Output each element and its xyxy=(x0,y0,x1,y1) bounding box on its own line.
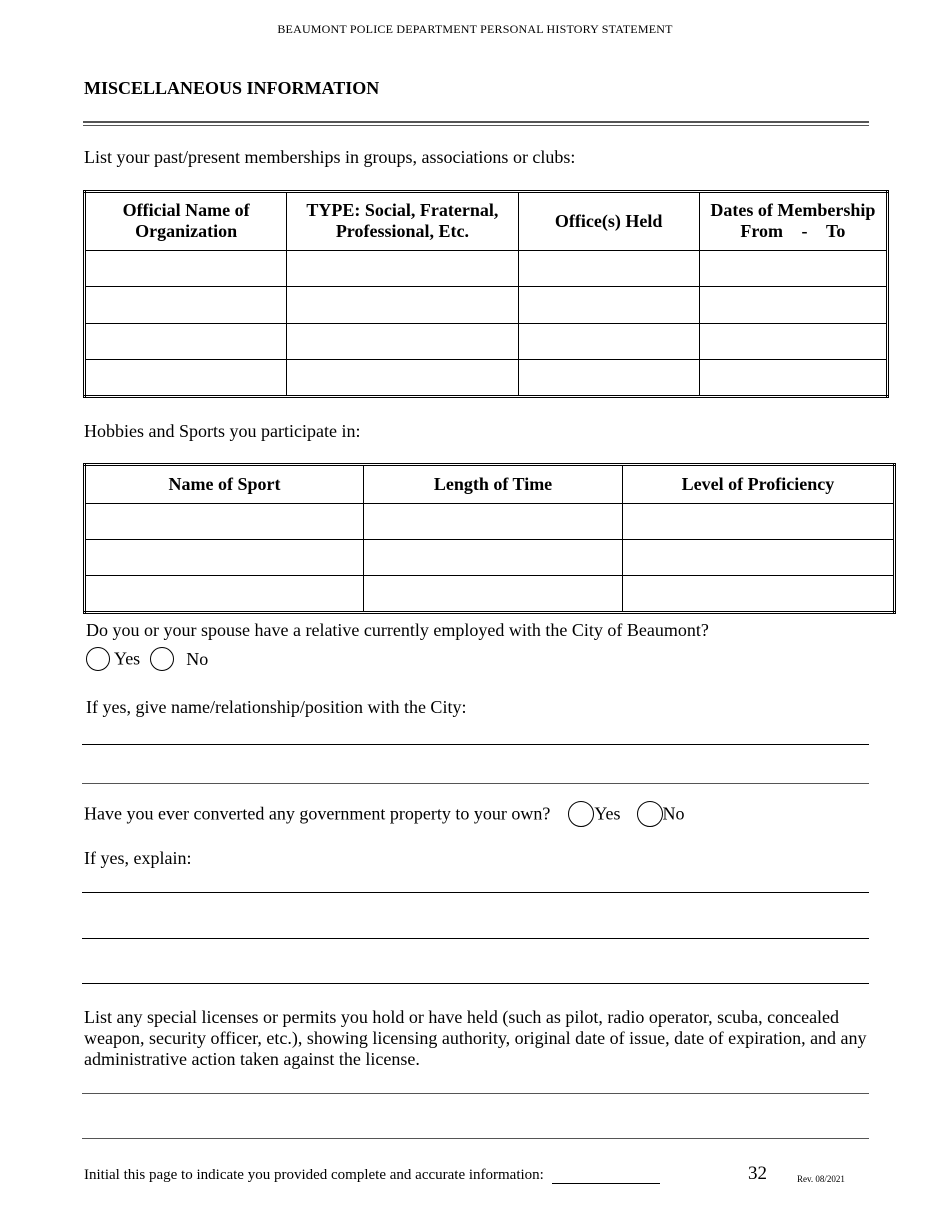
relative-answer-line[interactable] xyxy=(82,744,869,745)
col-header-length: Length of Time xyxy=(364,465,623,504)
org-name-cell[interactable] xyxy=(85,250,287,287)
org-name-cell[interactable] xyxy=(85,360,287,397)
document-header: BEAUMONT POLICE DEPARTMENT PERSONAL HISTORY STATEMENT xyxy=(277,22,673,36)
relative-yes-label: Yes xyxy=(114,648,141,669)
hobbies-table xyxy=(83,463,896,614)
hobbies-prompt: Hobbies and Sports you participate in: xyxy=(84,421,361,441)
office-cell[interactable] xyxy=(518,323,699,360)
memberships-prompt: List your past/present memberships in groups, associations or clubs: xyxy=(84,147,576,167)
memberships-table xyxy=(83,190,889,398)
table-row xyxy=(85,360,888,397)
length-cell[interactable] xyxy=(364,540,623,576)
relative-no-radio[interactable] xyxy=(150,647,174,671)
sport-cell[interactable] xyxy=(85,503,364,539)
table-row xyxy=(85,576,895,613)
level-cell[interactable] xyxy=(622,503,894,539)
table-row xyxy=(85,323,888,360)
dates-cell[interactable] xyxy=(699,360,887,397)
dates-cell[interactable] xyxy=(699,323,887,360)
org-name-cell[interactable] xyxy=(85,287,287,324)
sport-cell[interactable] xyxy=(85,576,364,613)
col-header-org-name: Official Name of Organization xyxy=(85,192,287,251)
level-cell[interactable] xyxy=(622,576,894,613)
page-number: 32 xyxy=(748,1163,767,1184)
org-type-cell[interactable] xyxy=(287,360,518,397)
memberships-header-row xyxy=(85,192,888,251)
relative-answer-line[interactable] xyxy=(82,783,869,784)
level-cell[interactable] xyxy=(622,540,894,576)
office-cell[interactable] xyxy=(518,360,699,397)
property-yes-label: Yes xyxy=(594,803,621,824)
property-no-radio[interactable] xyxy=(637,801,663,827)
initial-row xyxy=(84,1166,660,1184)
licenses-answer-line[interactable] xyxy=(82,1138,869,1139)
dates-cell[interactable] xyxy=(699,250,887,287)
section-title: MISCELLANEOUS INFORMATION xyxy=(84,78,380,98)
table-row xyxy=(85,503,895,539)
property-no-label: No xyxy=(662,803,685,824)
licenses-answer-line[interactable] xyxy=(82,1093,869,1094)
relative-yes-radio[interactable] xyxy=(86,647,110,671)
property-answer-line[interactable] xyxy=(82,938,869,939)
col-header-office: Office(s) Held xyxy=(518,192,699,251)
relative-radio-group xyxy=(86,647,208,673)
length-cell[interactable] xyxy=(364,576,623,613)
col-header-level: Level of Proficiency xyxy=(622,465,894,504)
section-divider xyxy=(83,121,869,126)
revision-date: Rev. 08/2021 xyxy=(797,1174,845,1184)
office-cell[interactable] xyxy=(518,250,699,287)
office-cell[interactable] xyxy=(518,287,699,324)
col-header-dates: Dates of Membership From - To xyxy=(699,192,887,251)
col-header-sport: Name of Sport xyxy=(85,465,364,504)
col-header-type: TYPE: Social, Fraternal, Professional, Etc. xyxy=(287,192,518,251)
property-question: Have you ever converted any government property to your own? xyxy=(84,803,551,824)
property-yes-radio[interactable] xyxy=(568,801,594,827)
sport-cell[interactable] xyxy=(85,540,364,576)
org-type-cell[interactable] xyxy=(287,287,518,324)
relative-followup: If yes, give name/relationship/position with the City: xyxy=(86,697,467,717)
table-row xyxy=(85,250,888,287)
property-answer-line[interactable] xyxy=(82,892,869,893)
licenses-prompt: List any special licenses or permits you hold or have held (such as pilot, radio operator, scuba, concealed weapon, security officer, etc.), showing licensing authority, original date of issue, date of expiration, and any administrative action taken against the license. xyxy=(84,1007,867,1069)
initial-field[interactable] xyxy=(552,1167,660,1184)
org-name-cell[interactable] xyxy=(85,323,287,360)
relative-no-label: No xyxy=(186,648,209,669)
dates-cell[interactable] xyxy=(699,287,887,324)
relative-question: Do you or your spouse have a relative currently employed with the City of Beaumont? xyxy=(86,620,709,640)
length-cell[interactable] xyxy=(364,503,623,539)
table-row xyxy=(85,540,895,576)
initial-instructions: Initial this page to indicate you provided complete and accurate information: xyxy=(84,1167,544,1183)
org-type-cell[interactable] xyxy=(287,250,518,287)
table-row xyxy=(85,287,888,324)
property-answer-line[interactable] xyxy=(82,983,869,984)
hobbies-header-row xyxy=(85,465,895,504)
org-type-cell[interactable] xyxy=(287,323,518,360)
property-followup: If yes, explain: xyxy=(84,848,192,868)
property-question-row xyxy=(84,801,685,829)
